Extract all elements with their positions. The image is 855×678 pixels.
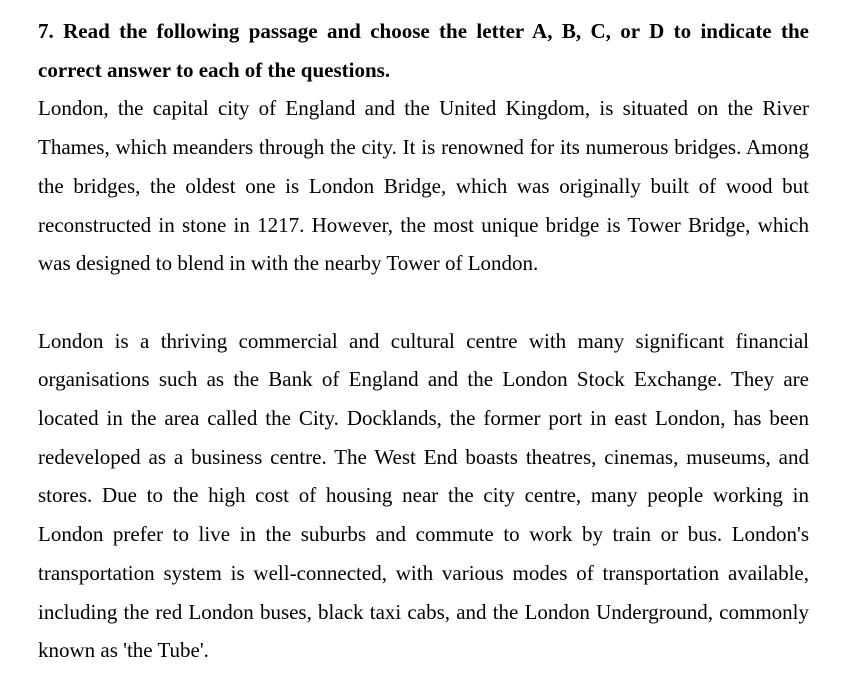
question-heading: 7. Read the following passage and choose the letter A, B, C, or D to indicate the correct answer to each of the questions. [38, 19, 809, 82]
passage-paragraph-1: London, the capital city of England and the United Kingdom, is situated on the River Thames, which meanders through the city. It is renowned for its numerous bridges. Among the bridges, the oldest one is London Bridge, which was originally built of wood but reconstructed in stone in 1217. However, the most unique bridge is Tower Bridge, which was designed to blend in with the nearby Tower of London. [38, 96, 809, 276]
paragraph-spacer [38, 283, 809, 322]
passage-paragraph-2: London is a thriving commercial and cultural centre with many significant financial organisations such as the Bank of England and the London Stock Exchange. They are located in the area called the City. Docklands, the former port in east London, has been redeveloped as a business centre. The West End boasts theatres, cinemas, museums, and stores. Due to the high cost of housing near the city centre, many people working in London prefer to live in the suburbs and commute to work by train or bus. London's transportation system is well-connected, with various modes of transportation available, including the red London buses, black taxi cabs, and the London Underground, commonly known as 'the Tube'. [38, 328, 809, 663]
